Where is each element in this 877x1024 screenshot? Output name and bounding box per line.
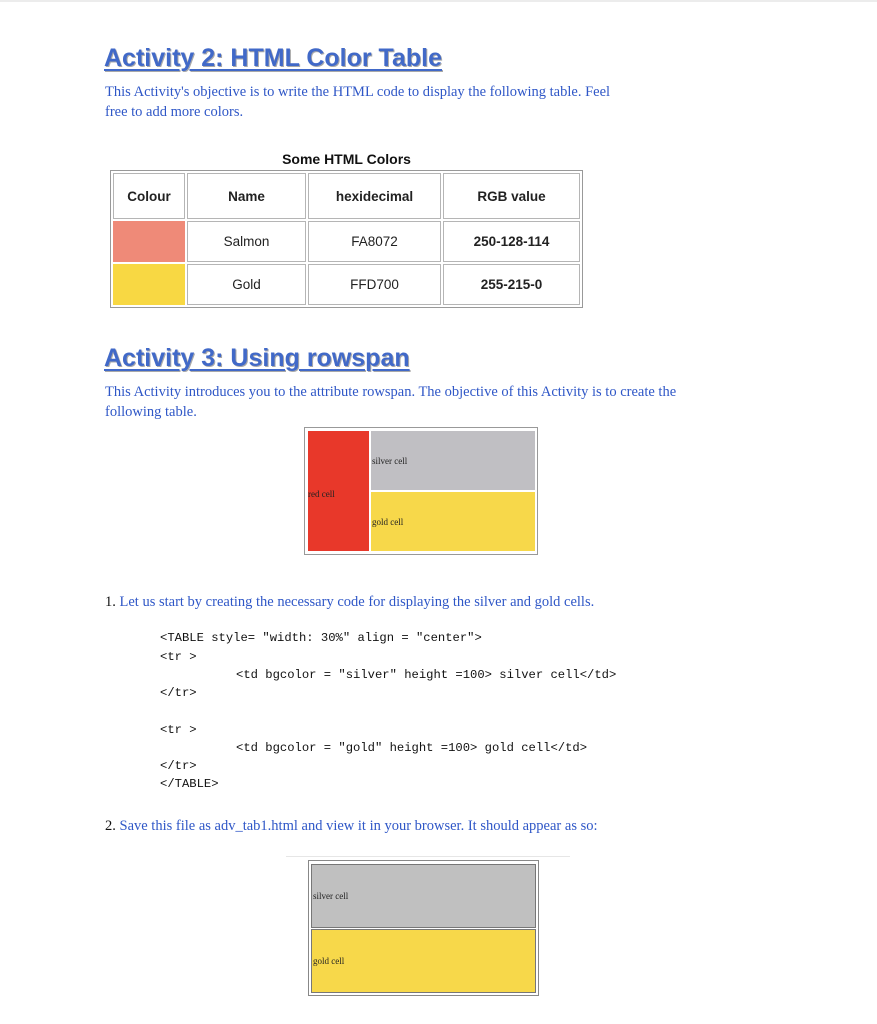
divider-line bbox=[286, 856, 570, 857]
red-cell bbox=[308, 431, 369, 551]
table-row bbox=[113, 264, 580, 305]
cell-rgb: 250-128-114 bbox=[443, 221, 580, 262]
gold-cell-label: gold cell bbox=[372, 517, 404, 527]
step-2 bbox=[105, 818, 598, 835]
step-2-text: Save this file as adv_tab1.html and view it in your browser. It should appear as so: bbox=[119, 818, 598, 834]
step-1-number: 1. bbox=[105, 594, 116, 610]
header-name: Name bbox=[187, 173, 306, 219]
code-line: <TABLE style= "width: 30%" align = "center"> bbox=[160, 631, 482, 645]
table-header-row bbox=[113, 173, 580, 219]
cell-name: Salmon bbox=[187, 221, 306, 262]
result-gold-label: gold cell bbox=[313, 956, 345, 966]
activity3-intro-line1: This Activity introduces you to the attribute rowspan. The objective of this Activity is to create the bbox=[105, 384, 677, 400]
cell-hex: FFD700 bbox=[308, 264, 441, 305]
header-hexidecimal: hexidecimal bbox=[308, 173, 441, 219]
top-divider bbox=[0, 0, 877, 2]
step-1 bbox=[105, 594, 594, 611]
code-line: <td bgcolor = "silver" height =100> silver cell</td> bbox=[236, 668, 617, 682]
result-silver-cell bbox=[311, 864, 536, 928]
cell-rgb: 255-215-0 bbox=[443, 264, 580, 305]
activity3-intro-line2: following table. bbox=[105, 404, 197, 420]
step-1-text: Let us start by creating the necessary code for displaying the silver and gold cells. bbox=[119, 594, 595, 610]
rowspan-table-image bbox=[304, 427, 538, 555]
color-table bbox=[110, 170, 583, 308]
code-line: </TABLE> bbox=[160, 777, 219, 791]
code-line: <tr > bbox=[160, 723, 197, 737]
result-gold-cell bbox=[311, 929, 536, 993]
cell-name: Gold bbox=[187, 264, 306, 305]
table-row bbox=[113, 221, 580, 262]
code-line: </tr> bbox=[160, 759, 197, 773]
silver-cell bbox=[371, 431, 535, 490]
gold-cell bbox=[371, 492, 535, 551]
activity3-heading: Activity 3: Using rowspan bbox=[104, 344, 410, 372]
code-line: <tr > bbox=[160, 650, 197, 664]
result-table-image bbox=[308, 860, 539, 996]
activity2-heading: Activity 2: HTML Color Table bbox=[104, 44, 443, 72]
silver-cell-label: silver cell bbox=[372, 456, 408, 466]
table-caption: Some HTML Colors bbox=[282, 151, 411, 167]
header-colour: Colour bbox=[113, 173, 185, 219]
code-line: <td bgcolor = "gold" height =100> gold cell</td> bbox=[236, 741, 588, 755]
step-2-number: 2. bbox=[105, 818, 116, 834]
activity2-intro-line1: This Activity's objective is to write the HTML code to display the following table. Feel bbox=[105, 84, 611, 100]
code-line: </tr> bbox=[160, 686, 197, 700]
cell-hex: FA8072 bbox=[308, 221, 441, 262]
red-cell-label: red cell bbox=[308, 489, 335, 499]
color-swatch-salmon bbox=[113, 221, 185, 262]
activity2-intro-line2: free to add more colors. bbox=[105, 104, 244, 120]
color-swatch-gold bbox=[113, 264, 185, 305]
result-silver-label: silver cell bbox=[313, 891, 349, 901]
header-rgb: RGB value bbox=[443, 173, 580, 219]
